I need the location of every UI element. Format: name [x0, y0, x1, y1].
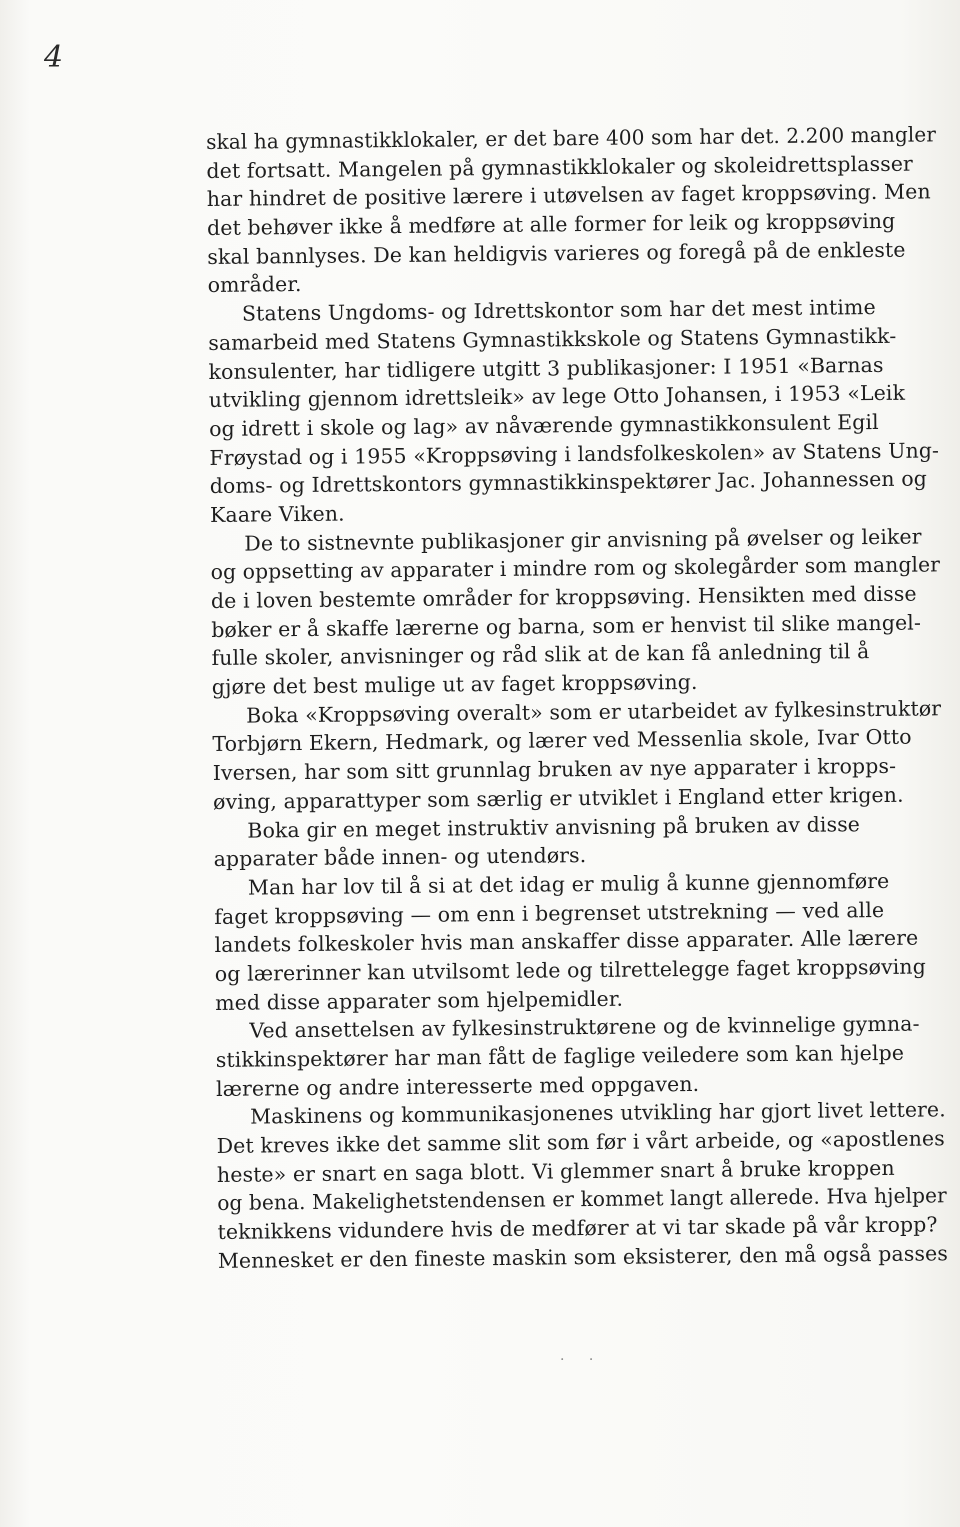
text-line: landets folkeskoler hvis man anskaffer disse apparater. Alle lærere [214, 925, 919, 958]
text-line: de i loven bestemte områder for kroppsøving. Hensikten med disse [210, 581, 917, 613]
text-line: apparater både innen- og utendørs. [213, 843, 587, 872]
text-line: det fortsatt. Mangelen på gymnastikklokaler og skoleidrettsplasser [206, 151, 914, 183]
text-line: Ved ansettelsen av fylkesinstruktørene og de kvinnelige gymna- [249, 1011, 920, 1043]
text-line: lærerne og andre interesserte med oppgaven. [215, 1071, 700, 1101]
text-line: og lærerinner kan utvilsomt lede og tilrettelegge faget kroppsøving [214, 954, 927, 986]
text-line: Statens Ungdoms- og Idrettskontor som har det mest intime [241, 295, 876, 326]
text-line: skal ha gymnastikklokaler, er det bare 400 som har det. 2.200 mangler [206, 122, 937, 154]
text-line: det behøver ikke å medføre at alle former for leik og kroppsøving [206, 208, 896, 241]
text-line: utvikling gjennom idrettsleik» av lege Otto Johansen, i 1953 «Leik [208, 380, 906, 413]
text-line: med disse apparater som hjelpemidler. [215, 986, 624, 1015]
text-line: og oppsetting av apparater i mindre rom og skolegårder som mangler [210, 552, 941, 585]
text-line: har hindret de positive lærere i utøvelsen av faget kroppsøving. Men [206, 179, 931, 212]
text-line: Frøystad og i 1955 «Kroppsøving i landsfolkeskolen» av Statens Ung- [209, 437, 940, 470]
text-line: bøker er å skaffe lærerne og barna, som er henvist til slike mangel- [211, 610, 922, 642]
text-line: teknikkens vidundere hvis de medfører at vi tar skade på vår kropp? [217, 1212, 938, 1245]
text-line: faget kroppsøving — om enn i begrenset utstrekning — ved alle [214, 897, 885, 929]
text-line: fulle skoler, anvisninger og råd slik at de kan få anledning til å [211, 639, 870, 671]
print-speck: · · [560, 1352, 604, 1368]
text-line: Man har lov til å si at det idag er mulig å kunne gjennomføre [247, 868, 890, 900]
text-line: konsulenter, har tidligere utgitt 3 publikasjoner: I 1951 «Barnas [208, 352, 884, 384]
text-line: Boka gir en meget instruktiv anvisning på bruken av disse [247, 811, 861, 843]
text-line: stikkinspektører har man fått de faglige veiledere som kan hjelpe [215, 1040, 905, 1072]
text-line: Torbjørn Ekern, Hedmark, og lærer ved Messenlia skole, Ivar Otto [212, 725, 912, 757]
text-line: doms- og Idrettskontors gymnastikkinspektører Jac. Johannessen og [209, 466, 928, 499]
text-line: samarbeid med Statens Gymnastikkskole og Statens Gymnastikk- [208, 323, 897, 355]
text-line: heste» er snart en saga blott. Vi glemmer snart å bruke kroppen [216, 1155, 895, 1187]
text-line: øving, apparattyper som særlig er utviklet i England etter krigen. [212, 782, 904, 814]
body-text [206, 120, 960, 1275]
text-line: og idrett i skole og lag» av nåværende gymnastikkonsulent Egil [209, 409, 879, 441]
text-line: skal bannlyses. De kan heldigvis varieres og foregå på de enkleste [207, 237, 906, 269]
text-line: Maskinens og kommunikasjonenes utvikling har gjort livet lettere. [250, 1097, 946, 1129]
text-line: og bena. Makelighetstendensen er kommet langt allerede. Hva hjelper [217, 1183, 947, 1216]
text-line: Det kreves ikke det samme slit som før i vårt arbeide, og «apostlenes [216, 1126, 945, 1159]
text-line: Boka «Kroppsøving overalt» som er utarbeidet av fylkesinstruktør [246, 696, 942, 728]
text-line: Mennesket er den fineste maskin som eksisterer, den må også passes [217, 1241, 948, 1273]
text-line: områder. [207, 272, 302, 298]
text-line: De to sistnevnte publikasjoner gir anvisning på øvelser og leiker [244, 524, 922, 556]
text-line: gjøre det best mulige ut av faget kroppsøving. [211, 669, 698, 700]
text-line: Kaare Viken. [209, 501, 345, 527]
text-line: Iversen, har som sitt grunnlag bruken av nye apparater i kropps- [212, 753, 897, 786]
page-number: 4 [44, 40, 64, 75]
